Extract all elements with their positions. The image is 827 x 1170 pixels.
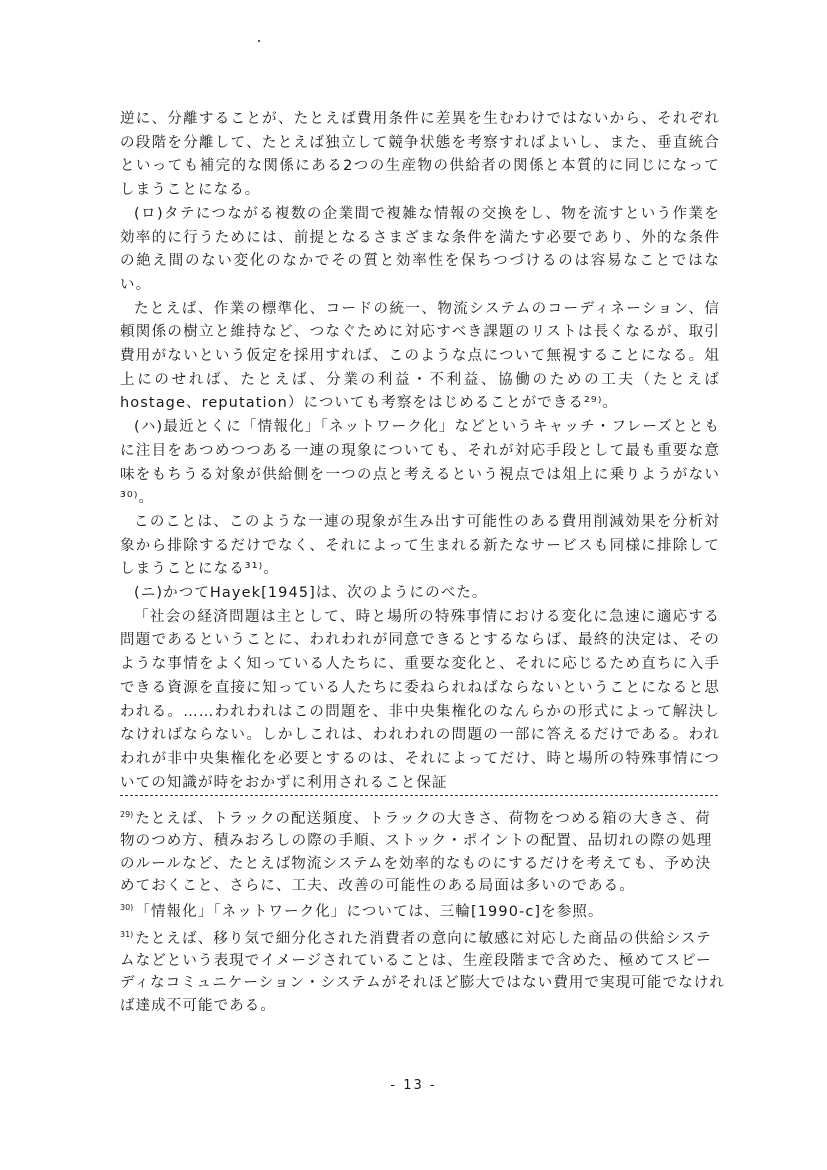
footnote-text: たとえば、トラックの配送頻度、トラックの大きさ、荷物をつめる箱の大きさ、荷物のつめ方、積みおろしの際の手順、ストック・ポイントの配置、品切れの際の処理のルールなど、たとえば物流システムを効率的なものにするだけを考えても、予め決めておくこと、さらに、工夫、改善の可能性のある局面は多いのである。: [120, 810, 713, 895]
paragraph: (ロ)タテにつながる複数の企業間で複雑な情報の交換をし、物を流すという作業を効率的に行うためには、前提となるさまざまな条件を満たす必要であり、外的な条件の絶え間のない変化のなかでその質と効率性を保ちつづけるのは容易なことではない。: [120, 205, 720, 293]
footnote-mark: 30): [120, 903, 134, 913]
paragraph: (ハ)最近とくに「情報化」「ネットワーク化」などというキャッチ・フレーズとともに注目をあつめつつある一連の現象についても、それが対応手段として最も重要な意味をもちうる対象が供給側を一つの点と考えるという視点では俎上に乗りようがない³⁰⁾。: [120, 419, 720, 507]
paragraph: 逆に、分離することが、たとえば費用条件に差異を生むわけではないから、それぞれの段階を分離して、たとえば独立して競争状態を考察すればよいし、また、垂直統合といっても補完的な関係にある2つの生産物の供給者の関係と本質的に同じになってしまうことになる。: [120, 111, 720, 199]
paragraph: たとえば、作業の標準化、コードの統一、物流システムのコーディネーション、信頼関係の樹立と維持など、つなぐために対応すべき課題のリストは長くなるが、取引費用がないという仮定を採用すれば、このような点について無視することになる。俎上にのせれば、たとえば、分業の利益・不利益、協働のための工夫（たとえばhostage、reputation）についても考察をはじめることができる²⁹⁾。: [120, 300, 720, 412]
page-number: - 13 -: [390, 1078, 437, 1093]
footnote-mark: 29): [120, 810, 134, 819]
scan-speck: [258, 40, 260, 42]
footnote: [120, 924, 725, 1017]
body-text: [120, 108, 720, 795]
footnote: [120, 897, 725, 923]
quotation: 「社会の経済問題は主として、時と場所の特殊事情における変化に急速に適応する問題であるということに、われわれが同意できるとするならば、最終的決定は、そのような事情をよく知っている人たちに、重要な変化と、それに応じるため直ちに入手できる資源を直接に知っている人たちに委ねられねばならないということになると思われる。……われわれはこの問題を、非中央集権化のなんらかの形式によって解決しなければならない。しかしこれは、われわれの問題の一部に答えるだけである。われわれが非中央集権化を必要とするのは、それによってだけ、時と場所の特殊事情についての知識が時をおかずに利用されること保証: [120, 608, 720, 791]
footnote: [120, 804, 725, 897]
footnote-separator: [120, 795, 718, 796]
paragraph: (ニ)かつてHayek[1945]は、次のようにのべた。: [134, 585, 488, 602]
footnote-text: たとえば、移り気で細分化された消費者の意向に敏感に対応した商品の供給システムなどという表現でイメージされていることは、生産段階まで含めた、極めてスピーディなコミュニケーション・システムがそれほど膨大ではない費用で実現可能でなければ達成不可能である。: [120, 930, 725, 1014]
paragraph: このことは、このような一連の現象が生み出す可能性のある費用削減効果を分析対象から排除するだけでなく、それによって生まれる新たなサービスも同様に排除してしまうことになる³¹⁾。: [120, 513, 720, 578]
footnote-mark: 31): [120, 929, 134, 939]
footnotes: [120, 804, 725, 1017]
footnote-text: 「情報化」「ネットワーク化」については、三輪[1990-c]を参照。: [135, 904, 604, 921]
